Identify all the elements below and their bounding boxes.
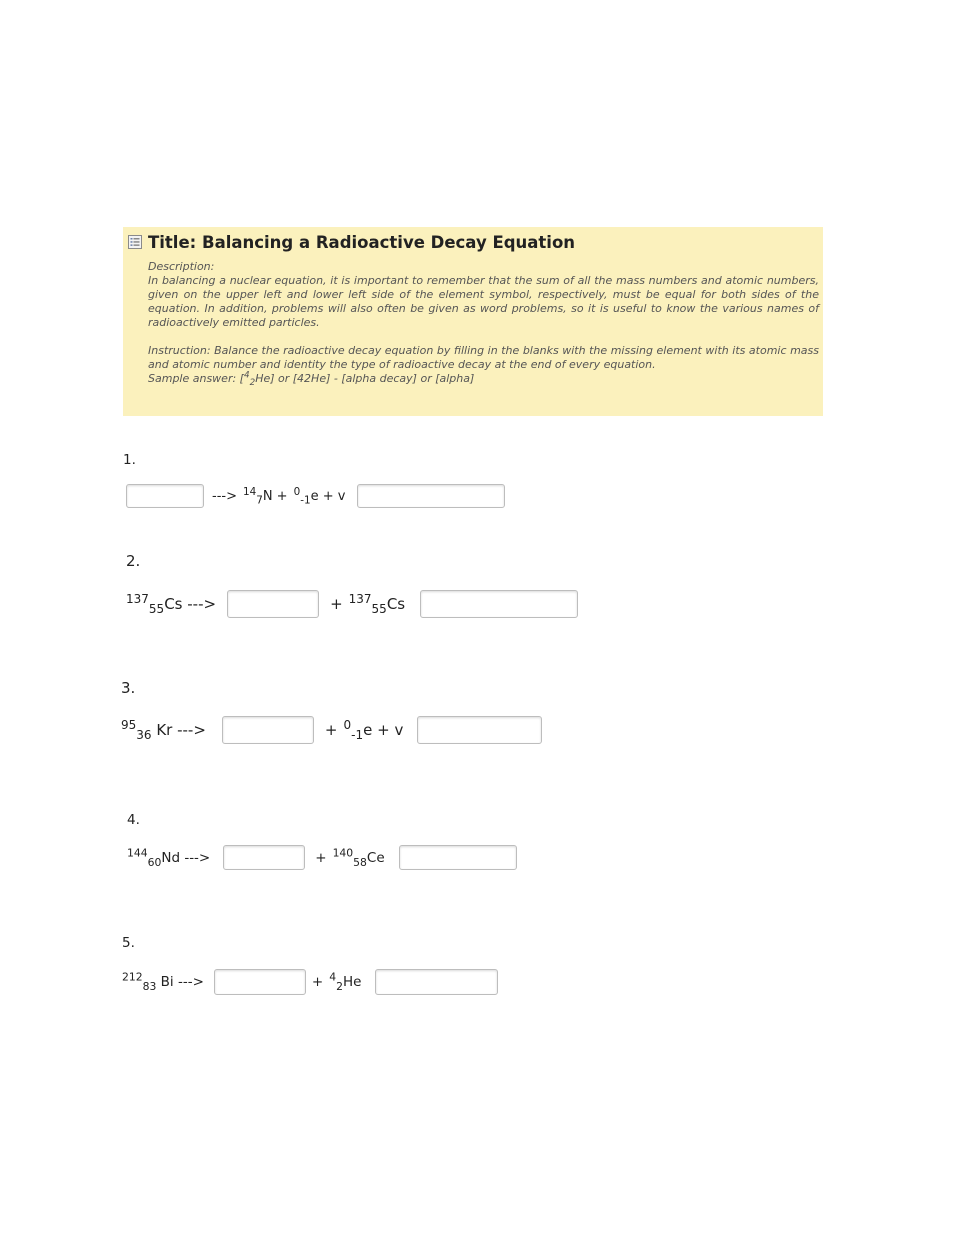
question-4-number: 4. xyxy=(127,812,140,828)
question-3-equation xyxy=(121,716,542,744)
description-label: Description: xyxy=(148,260,215,273)
question-2-number: 2. xyxy=(126,552,141,570)
question-1-decay-input[interactable] xyxy=(357,484,505,508)
question-5-equation xyxy=(122,969,498,995)
document-list-icon xyxy=(128,235,142,249)
panel-header xyxy=(128,232,819,252)
question-3-reactant: $^{95}_{36}$ Kr ---> xyxy=(121,718,206,743)
question-2-product: $^{137}_{55}$Cs xyxy=(348,592,406,617)
question-1-element-input[interactable] xyxy=(126,484,204,508)
instruction-text: Instruction: Balance the radioactive decay equation by filling in the blanks with the missing element with its atomic mass and atomic number and identity the type of radioactive decay at the end of every equation. xyxy=(148,344,819,371)
question-1-arrow: ---> xyxy=(212,488,237,504)
question-3-product: $^0_{-1}$e + v xyxy=(343,718,404,743)
question-4-product: $^{140}_{58}$Ce xyxy=(332,846,385,869)
question-4-element-input[interactable] xyxy=(223,845,305,870)
question-1-equation xyxy=(126,484,505,508)
page-title: Title: Balancing a Radioactive Decay Equation xyxy=(148,232,576,252)
question-1-product-1: $^{14}_7$N + xyxy=(242,485,288,507)
question-1-product-2: $^0_{-1}$e + v xyxy=(293,485,346,507)
question-4-reactant: $^{144}_{60}$Nd ---> xyxy=(127,846,211,869)
question-5-number: 5. xyxy=(122,935,135,951)
sample-answer: Sample answer: [$^4_2$He] or [42He] - [alpha decay] or [alpha] xyxy=(148,370,475,389)
question-4-plus: + xyxy=(315,849,327,866)
question-2-reactant: $^{137}_{55}$Cs ---> xyxy=(126,592,217,617)
question-4-decay-input[interactable] xyxy=(399,845,517,870)
question-3-number: 3. xyxy=(121,679,136,697)
question-3-element-input[interactable] xyxy=(222,716,314,744)
question-5-plus: + xyxy=(311,974,324,990)
question-5-reactant: $^{212}_{83}$ Bi ---> xyxy=(122,970,204,993)
question-2-equation xyxy=(126,590,578,618)
question-2-element-input[interactable] xyxy=(227,590,319,618)
question-2-plus: + xyxy=(330,595,343,613)
question-5-decay-input[interactable] xyxy=(375,969,498,995)
question-5-element-input[interactable] xyxy=(214,969,306,995)
question-4-equation xyxy=(127,845,517,870)
question-1-number: 1. xyxy=(123,452,136,468)
description-block xyxy=(148,260,819,389)
description-text: In balancing a nuclear equation, it is important to remember that the sum of all the mass numbers and atomic numbers, given on the upper left and lower left side of the element symbol, respectively, must be equal for both sides of the equation. In addition, problems will also often be given as word problems, so it is useful to know the various names of radioactively emitted particles. xyxy=(148,274,819,329)
question-3-decay-input[interactable] xyxy=(417,716,542,744)
question-3-plus: + xyxy=(324,721,338,739)
question-panel xyxy=(123,227,823,416)
question-5-product: $^4_2$He xyxy=(329,970,362,993)
question-2-decay-input[interactable] xyxy=(420,590,578,618)
